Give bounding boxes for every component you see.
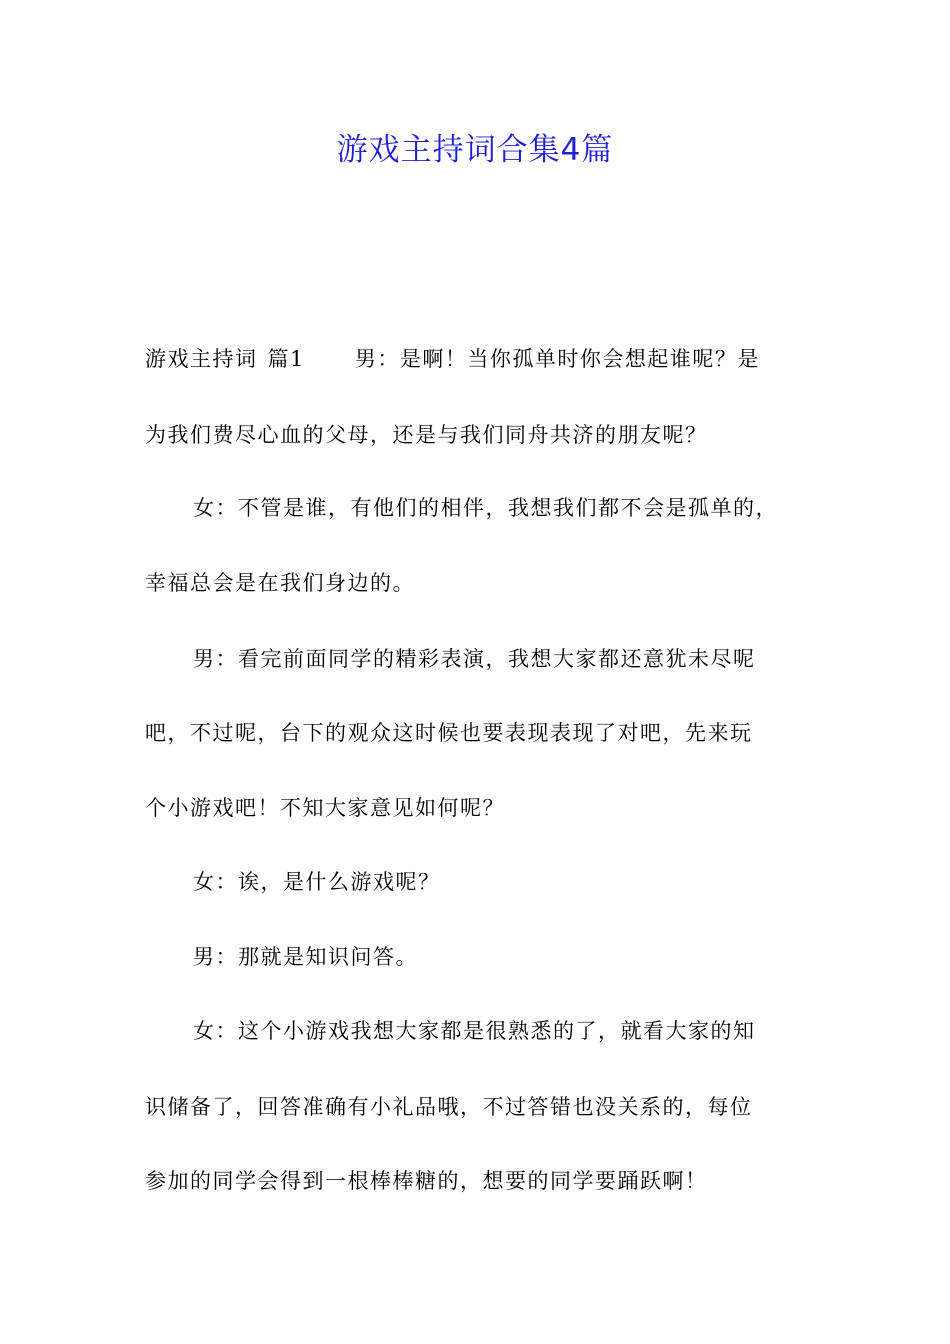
section-label: 游戏主持词 bbox=[145, 347, 258, 371]
line-text: 男：是啊！当你孤单时你会想起谁呢？是 bbox=[354, 347, 760, 371]
paragraph-line: 个小游戏吧！不知大家意见如何呢？ bbox=[145, 796, 505, 820]
paragraph-line: 女：这个小游戏我想大家都是很熟悉的了，就看大家的知 bbox=[193, 1019, 756, 1043]
paragraph-line: 男：那就是知识问答。 bbox=[193, 945, 418, 969]
paragraph-line: 男：看完前面同学的精彩表演，我想大家都还意犹未尽呢 bbox=[193, 647, 756, 671]
paragraph-line: 女：不管是谁，有他们的相伴，我想我们都不会是孤单的， bbox=[193, 496, 778, 520]
section-number: 篇1 bbox=[267, 347, 305, 371]
paragraph-line bbox=[145, 344, 825, 374]
paragraph-line: 参加的同学会得到一根棒棒糖的，想要的同学要踊跃啊！ bbox=[145, 1169, 708, 1193]
paragraph-line: 女：诶，是什么游戏呢？ bbox=[193, 870, 441, 894]
paragraph-line: 为我们费尽心血的父母，还是与我们同舟共济的朋友呢？ bbox=[145, 423, 708, 447]
paragraph-line: 吧，不过呢，台下的观众这时候也要表现表现了对吧，先来玩 bbox=[145, 721, 753, 745]
paragraph-line: 识储备了，回答准确有小礼品哦，不过答错也没关系的，每位 bbox=[145, 1095, 753, 1119]
paragraph-line: 幸福总会是在我们身边的。 bbox=[145, 571, 415, 595]
document-title: 游戏主持词合集4篇 bbox=[336, 132, 614, 168]
